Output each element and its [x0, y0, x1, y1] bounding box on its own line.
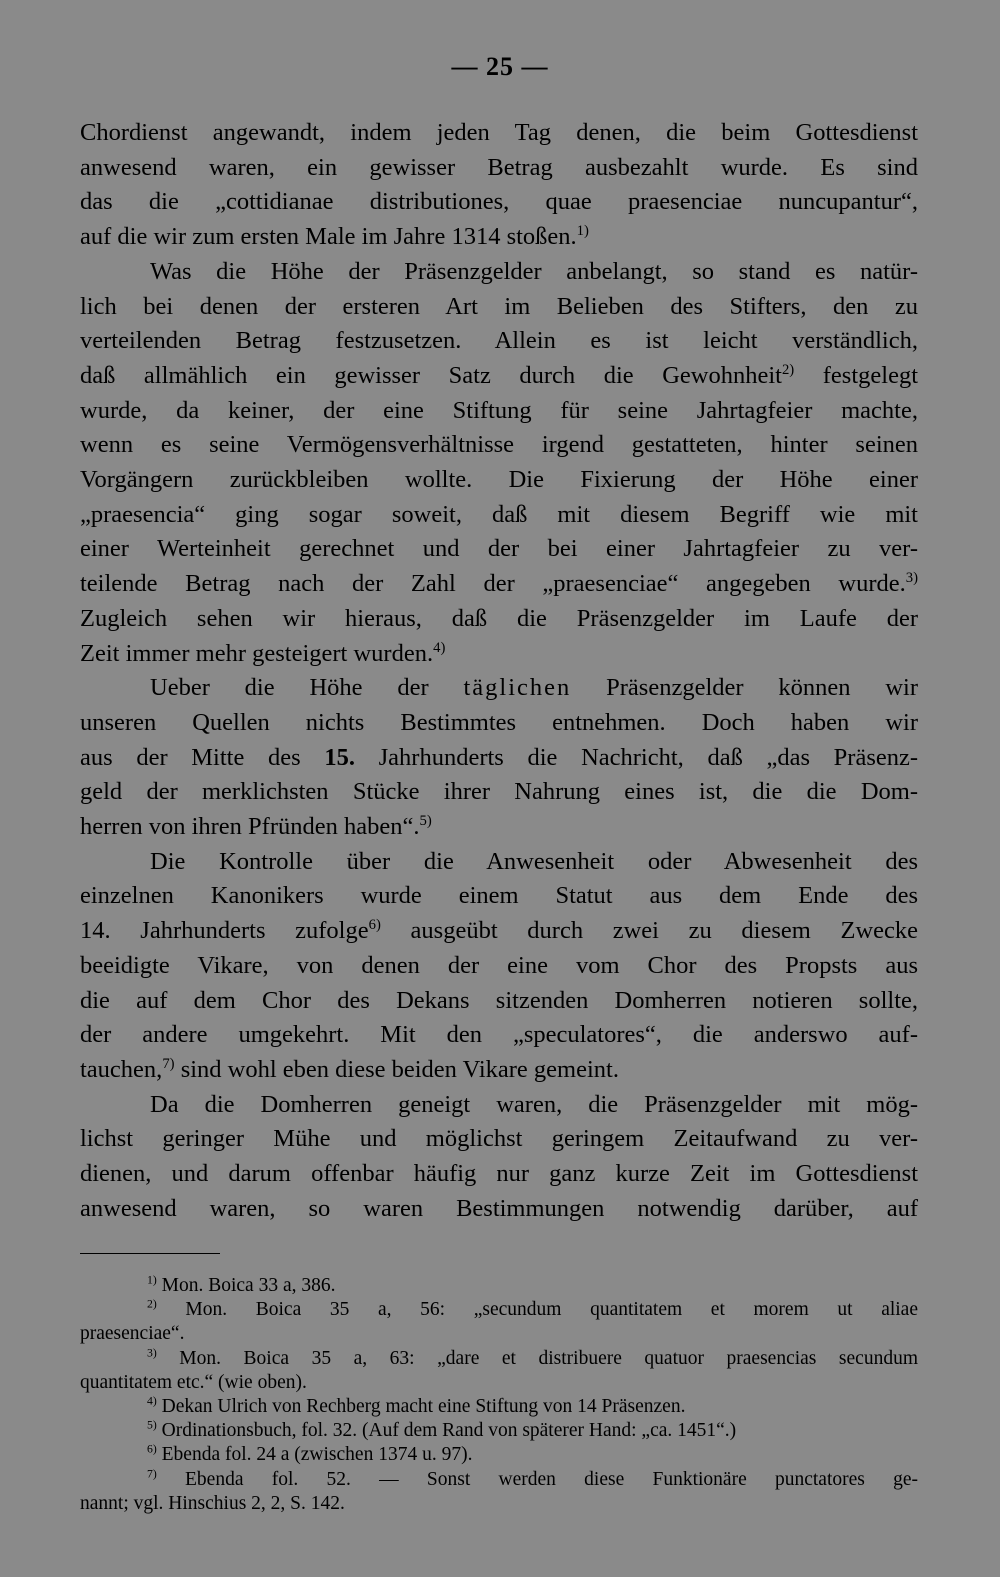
text-line: Chordienst angewandt, indem jeden Tag denen, die beim Gottesdienst [80, 119, 918, 146]
text-span: sind wohl eben diese beiden Vikare gemeint. [180, 1055, 619, 1083]
text-line: die auf dem Chor des Dekans sitzenden Domherren notieren sollte, [80, 986, 918, 1014]
footnote-ref: 3) [905, 569, 918, 586]
text-line: anwesend waren, ein gewisser Betrag ausbezahlt wurde. Es sind [80, 153, 918, 181]
text-line: Die Kontrolle über die Anwesenheit oder Abwesenheit des [150, 847, 918, 875]
text-line [80, 810, 918, 845]
footnote-mark: 1) [147, 1273, 157, 1287]
paragraph [80, 116, 918, 255]
text-span: Präsenzgelder können wir [606, 674, 919, 702]
text-line: unseren Quellen nichts Bestimmtes entnehmen. Doch haben wir [80, 708, 918, 736]
text-line: Vorgängern zurückbleiben wollte. Die Fixierung der Höhe einer [80, 466, 918, 494]
text-line [80, 741, 918, 776]
text-span: auf die wir zum ersten Male im Jahre 1314 stoßen. [80, 223, 577, 251]
text-span: Ueber die Höhe der [150, 674, 429, 702]
paragraph [80, 845, 918, 1088]
footnote-line [80, 1274, 918, 1298]
text-line: der andere umgekehrt. Mit den „speculatores“, die anderswo auf- [80, 1021, 918, 1049]
footnote-mark: 4) [147, 1394, 157, 1408]
footnote [80, 1468, 918, 1516]
footnote-line: praesenciae“. [80, 1323, 185, 1345]
footnote-ref: 4) [433, 639, 446, 656]
text-span: Zeit immer mehr gesteigert wurden. [80, 639, 434, 667]
text-span: Ebenda fol. 24 a (zwischen 1374 u. 97). [161, 1444, 473, 1466]
text-line: lichst geringer Mühe und möglichst geringem Zeitaufwand zu ver- [80, 1125, 918, 1153]
text-line: „praesencia“ ging sogar soweit, daß mit diesem Begriff wie mit [80, 500, 918, 528]
footnote-ref: 5) [419, 812, 432, 829]
page-number: — 25 — [451, 52, 549, 81]
footnote-mark: 3) [147, 1346, 157, 1360]
text-line [80, 671, 918, 706]
text-span: Mon. Boica 35 a, 63: „dare et distribuere quatuor praesencias secundum [179, 1347, 918, 1369]
footnote-line [80, 1443, 918, 1467]
text-line: wurde, da keiner, der eine Stiftung für seine Jahrtagfeier machte, [80, 396, 918, 424]
footnote-mark: 7) [147, 1467, 157, 1481]
text-line: anwesend waren, so waren Bestimmungen notwendig darüber, auf [80, 1194, 918, 1222]
footnote [80, 1443, 918, 1467]
text-line: Was die Höhe der Präsenzgelder anbelangt, so stand es natür- [150, 257, 918, 285]
text-line: verteilenden Betrag festzusetzen. Allein es ist leicht verständlich, [80, 327, 918, 355]
footnote [80, 1347, 918, 1395]
text-line: geld der merklichsten Stücke ihrer Nahrung eines ist, die die Dom- [80, 778, 918, 806]
footnote-mark: 5) [147, 1418, 157, 1432]
text-line: das die „cottidianae distributiones, quae praesenciae nuncupantur“, [80, 188, 918, 216]
text-span: Dekan Ulrich von Rechberg macht eine Stiftung von 14 Präsenzen. [161, 1396, 686, 1418]
footnotes [80, 1274, 918, 1516]
century-number: 15. [324, 743, 355, 771]
footnote-line [80, 1298, 918, 1322]
text-line: einzelnen Kanonikers wurde einem Statut aus dem Ende des [80, 882, 918, 910]
paragraph [80, 1088, 918, 1227]
text-line [80, 637, 918, 672]
text-span: Jahrhunderts die Nachricht, daß „das Präsenz- [378, 743, 919, 771]
footnote-line [80, 1395, 918, 1419]
text-span: aus der Mitte des [80, 743, 301, 771]
footnote-divider [80, 1253, 220, 1254]
text-span: Ordinationsbuch, fol. 32. (Auf dem Rand von späterer Hand: „ca. 1451“.) [161, 1420, 737, 1442]
text-span: 14. Jahrhunderts zufolge [80, 917, 369, 945]
text-span: daß allmählich ein gewisser Satz durch die Gewohnheit [80, 361, 782, 389]
text-line [80, 567, 918, 602]
text-span: Ebenda fol. 52. — Sonst werden diese Funktionäre punctatores ge- [185, 1468, 919, 1490]
text-line: lich bei denen der ersteren Art im Belieben des Stifters, den zu [80, 292, 918, 320]
text-line: wenn es seine Vermögensverhältnisse irgend gestatteten, hinter seinen [80, 431, 918, 459]
footnote-line [80, 1468, 918, 1492]
text-span: ausgeübt durch zwei zu diesem Zwecke [410, 917, 919, 945]
text-line: Zugleich sehen wir hieraus, daß die Präsenzgelder im Laufe der [80, 604, 918, 632]
footnote-mark: 2) [147, 1297, 157, 1311]
text-line: beeidigte Vikare, von denen der eine vom Chor des Propsts aus [80, 951, 918, 979]
text-line: Da die Domherren geneigt waren, die Präsenzgelder mit mög- [150, 1090, 918, 1118]
footnote-line [80, 1347, 918, 1371]
footnote-line: nannt; vgl. Hinschius 2, 2, S. 142. [80, 1492, 345, 1514]
footnote [80, 1395, 918, 1419]
paragraph [80, 255, 918, 671]
paragraph [80, 671, 918, 845]
text-line [80, 914, 918, 949]
footnote-line [80, 1419, 918, 1443]
footnote-mark: 6) [147, 1442, 157, 1456]
footnote-ref: 7) [162, 1055, 175, 1072]
text-span: herren von ihren Pfründen haben“. [80, 813, 420, 841]
text-span: Mon. Boica 35 a, 56: „secundum quantitatem et morem ut aliae [185, 1299, 918, 1321]
text-span: teilende Betrag nach der Zahl der „praesenciae“ angegeben wurde. [80, 570, 906, 598]
footnote [80, 1419, 918, 1443]
text-line [80, 220, 918, 255]
text-line [80, 1053, 918, 1088]
text-span: festgelegt [822, 361, 919, 389]
footnote-ref: 1) [576, 222, 589, 239]
footnote-ref: 6) [368, 917, 381, 934]
body-text [80, 116, 918, 1227]
text-line: einer Werteinheit gerechnet und der bei einer Jahrtagfeier zu ver- [80, 535, 918, 563]
emphasized-word: täglichen [463, 674, 572, 702]
text-span: tauchen, [80, 1055, 163, 1083]
footnote [80, 1298, 918, 1346]
footnote-line: quantitatem etc.“ (wie oben). [80, 1371, 307, 1393]
text-line: dienen, und darum offenbar häufig nur ganz kurze Zeit im Gottesdienst [80, 1160, 918, 1188]
footnote-ref: 2) [781, 361, 795, 378]
footnote [80, 1274, 918, 1298]
text-span: Mon. Boica 33 a, 386. [161, 1275, 336, 1296]
text-line [80, 359, 918, 394]
